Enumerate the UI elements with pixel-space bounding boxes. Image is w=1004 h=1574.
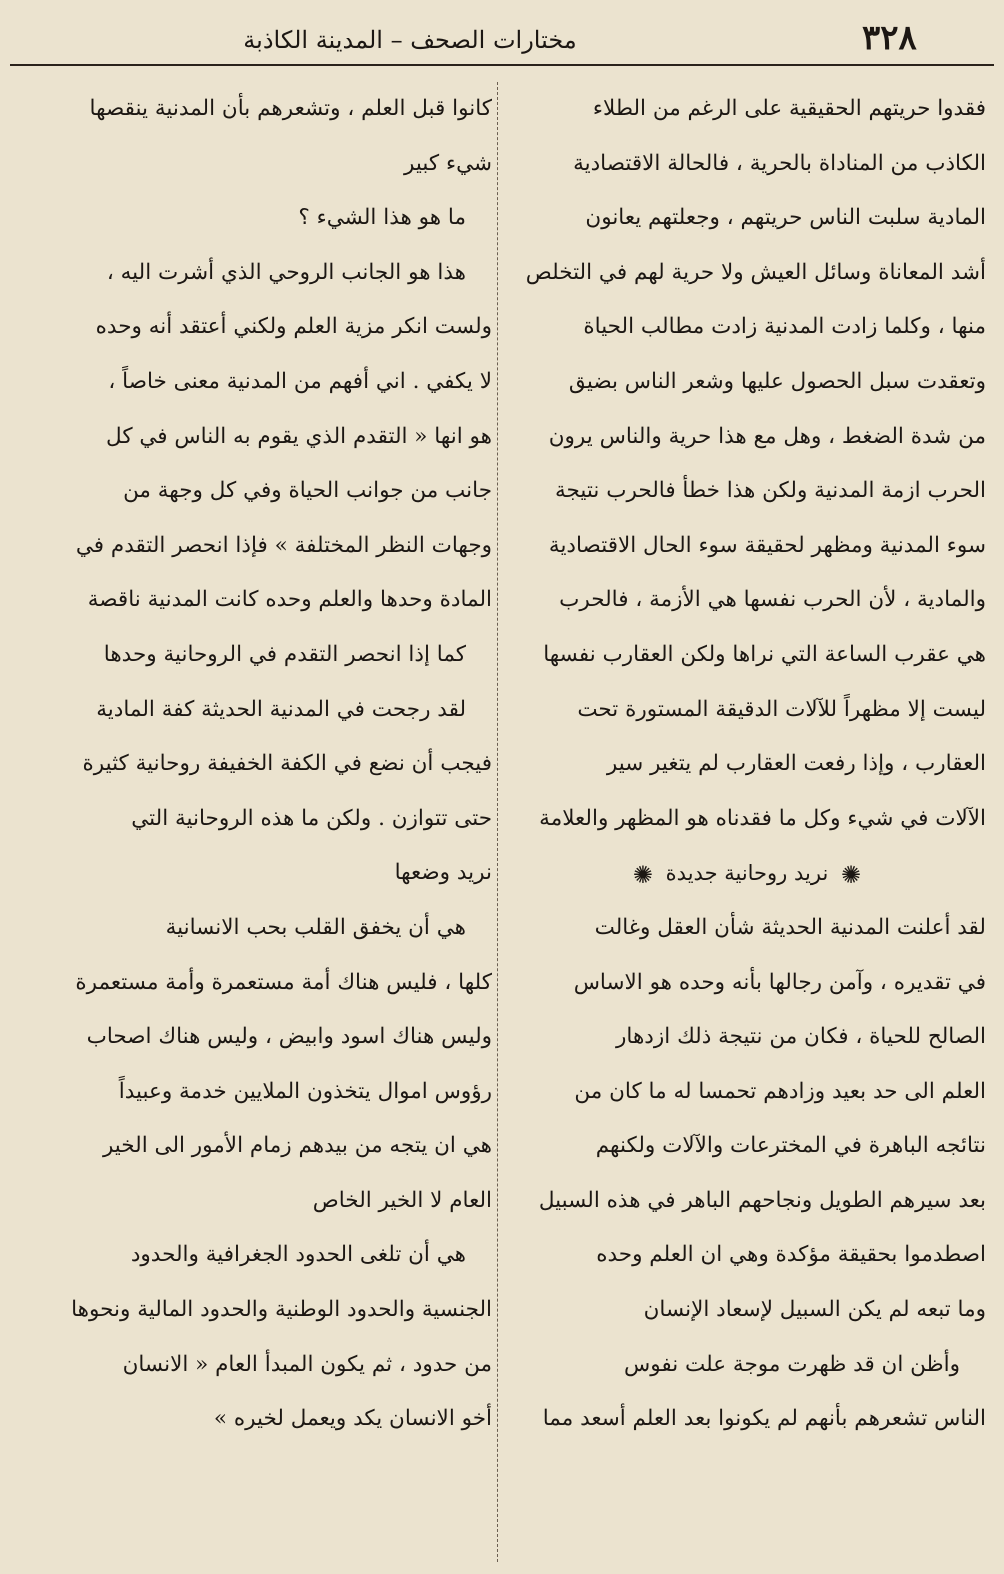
text-line: سوء المدنية ومظهر لحقيقة سوء الحال الاقتصادية (548, 532, 986, 558)
text-line: وليس هناك اسود وابيض ، وليس هناك اصحاب (86, 1024, 492, 1050)
text-line: وأظن ان قد ظهرت موجة علت نفوس (623, 1351, 960, 1377)
text-line: الكاذب من المناداة بالحرية ، فالحالة الاقتصادية (573, 150, 986, 176)
text-line: ما هو هذا الشيء ؟ (298, 205, 466, 231)
text-line: من حدود ، ثم يكون المبدأ العام « الانسان (122, 1351, 492, 1377)
text-line: الحرب ازمة المدنية ولكن هذا خطأ فالحرب نتيجة (555, 478, 986, 504)
text-line: كانوا قبل العلم ، وتشعرهم بأن المدنية ينقصها (89, 96, 492, 121)
text-line: نريد وضعها (394, 860, 492, 886)
running-title: مختارات الصحف – المدينة الكاذبة (243, 26, 577, 54)
text-line: هذا هو الجانب الروحي الذي أشرت اليه ، (106, 259, 466, 285)
text-line: من شدة الضغط ، وهل مع هذا حرية والناس يرون (548, 423, 986, 449)
text-line: وجهات النظر المختلفة » فإذا انحصر التقدم في (75, 532, 492, 558)
text-line: هي أن تلغى الحدود الجغرافية والحدود (130, 1242, 466, 1268)
text-line: منها ، وكلما زادت المدنية زادت مطالب الحياة (583, 314, 986, 340)
text-line: حتى تتوازن . ولكن ما هذه الروحانية التي (131, 805, 492, 831)
eight-point-star-icon: ✺ (632, 860, 653, 889)
eight-point-star-icon: ✺ (841, 860, 862, 889)
text-line: لقد رجحت في المدنية الحديثة كفة المادية (96, 696, 466, 722)
text-line: هي عقرب الساعة التي نراها ولكن العقارب نفسها (543, 641, 986, 667)
text-line: اصطدموا بحقيقة مؤكدة وهي ان العلم وحده (596, 1242, 986, 1268)
text-line: هو انها « التقدم الذي يقوم به الناس في كل (106, 423, 492, 449)
text-line: لا يكفي . اني أفهم من المدنية معنى خاصاً ، (108, 368, 492, 394)
text-line: العلم الى حد بعيد وزادهم تحمسا له ما كان من (574, 1078, 986, 1104)
text-line: أخو الانسان يكد ويعمل لخيره » (213, 1406, 492, 1432)
text-line: جانب من جوانب الحياة وفي كل وجهة من (123, 478, 492, 504)
text-line: ولست انكر مزية العلم ولكني أعتقد أنه وحده (95, 314, 492, 340)
page-number: ٣٢٨ (862, 18, 917, 58)
subheading-text: نريد روحانية جديدة (665, 861, 829, 886)
text-line: المادة وحدها والعلم وحده كانت المدنية ناقصة (87, 587, 492, 613)
text-line: بعد سيرهم الطويل ونجاحهم الباهر في هذه السبيل (538, 1187, 986, 1213)
page-header (0, 18, 1004, 64)
text-line: والمادية ، لأن الحرب نفسها هي الأزمة ، فالحرب (559, 587, 986, 613)
text-line: العقارب ، وإذا رفعت العقارب لم يتغير سير (606, 751, 986, 777)
text-line: فيجب أن نضع في الكفة الخفيفة روحانية كثيرة (82, 751, 492, 777)
text-line: العام لا الخير الخاص (312, 1187, 492, 1213)
text-line: نتائجه الباهرة في المخترعات والآلات ولكنهم (595, 1133, 986, 1159)
text-line: في تقديره ، وآمن رجالها بأنه وحده هو الاساس (573, 969, 986, 995)
text-line: المادية سلبت الناس حريتهم ، وجعلتهم يعانون (585, 205, 986, 231)
text-line: هي أن يخفق القلب بحب الانسانية (165, 914, 466, 940)
text-line: الصالح للحياة ، فكان من نتيجة ذلك ازدهار (616, 1024, 986, 1050)
text-line: لقد أعلنت المدنية الحديثة شأن العقل وغالت (594, 914, 986, 940)
text-line: شيء كبير (404, 150, 492, 176)
text-line: ليست إلا مظهراً للآلات الدقيقة المستورة تحت (577, 696, 986, 722)
column-divider (497, 82, 498, 1562)
text-line: وما تبعه لم يكن السبيل لإسعاد الإنسان (643, 1297, 986, 1323)
text-line: الآلات في شيء وكل ما فقدناه هو المظهر والعلامة (539, 805, 986, 831)
text-line: وتعقدت سبل الحصول عليها وشعر الناس بضيق (568, 368, 986, 394)
left-column (14, 82, 492, 1562)
text-line: أشد المعاناة وسائل العيش ولا حرية لهم في التخلص (525, 259, 986, 285)
text-line: الناس تشعرهم بأنهم لم يكونوا بعد العلم أسعد مما (542, 1406, 986, 1432)
text-line: كما إذا انحصر التقدم في الروحانية وحدها (103, 641, 466, 667)
text-line: كلها ، فليس هناك أمة مستعمرة وأمة مستعمرة (75, 969, 492, 995)
right-column (508, 82, 986, 1562)
text-line: رؤوس اموال يتخذون الملايين خدمة وعبيداً (118, 1078, 492, 1104)
text-line: الجنسية والحدود الوطنية والحدود المالية ونحوها (71, 1297, 492, 1323)
text-line: هي ان يتجه من بيدهم زمام الأمور الى الخير (102, 1133, 492, 1159)
text-line: فقدوا حريتهم الحقيقية على الرغم من الطلاء (592, 96, 986, 121)
section-subheading (508, 846, 986, 901)
header-rule (10, 64, 994, 66)
